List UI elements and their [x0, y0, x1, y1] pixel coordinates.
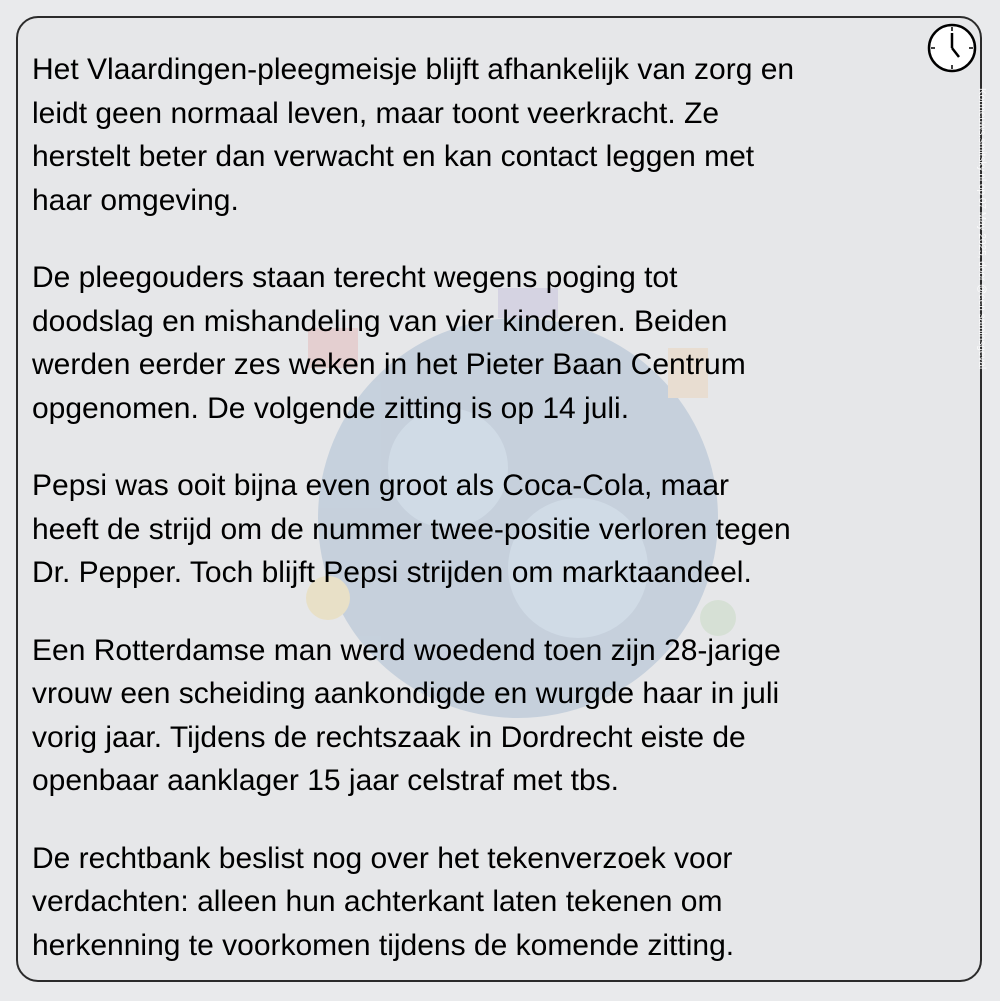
side-credit-text: Kormeuws.smitsky.nl op 07 May 2025, door @een saminsgeval	[976, 88, 987, 370]
paragraph-2: De pleegouders staan terecht wegens poging tot doodslag en mishandeling van vier kinderen. Beiden werden eerder zes weken in het Pieter Baan Centrum opgenomen. De volgende zitting is op 14 juli.	[32, 261, 746, 425]
paragraph-4: Een Rotterdamse man werd woedend toen zijn 28-jarige vrouw een scheiding aankondigde en wurgde haar in juli vorig jaar. Tijdens de rechtszaak in Dordrecht eiste de openbaar aanklager 15 jaar celstraf met tbs.	[32, 633, 781, 797]
clock-icon	[926, 22, 978, 74]
paragraph-1: Het Vlaardingen-pleegmeisje blijft afhankelijk van zorg en leidt geen normaal leven, maar toont veerkracht. Ze herstelt beter dan verwacht en kan contact leggen met haar omgeving.	[32, 53, 795, 217]
paragraph-3: Pepsi was ooit bijna even groot als Coca-Cola, maar heeft de strijd om de nummer twee-positie verloren tegen Dr. Pepper. Toch blijft Pepsi strijden om marktaandeel.	[32, 469, 791, 589]
news-card	[16, 16, 987, 982]
paragraph-5: De rechtbank beslist nog over het tekenverzoek voor verdachten: alleen hun achterkant laten tekenen om herkenning te voorkomen tijdens de komende zitting.	[32, 841, 735, 962]
article-paragraphs	[32, 48, 967, 1001]
